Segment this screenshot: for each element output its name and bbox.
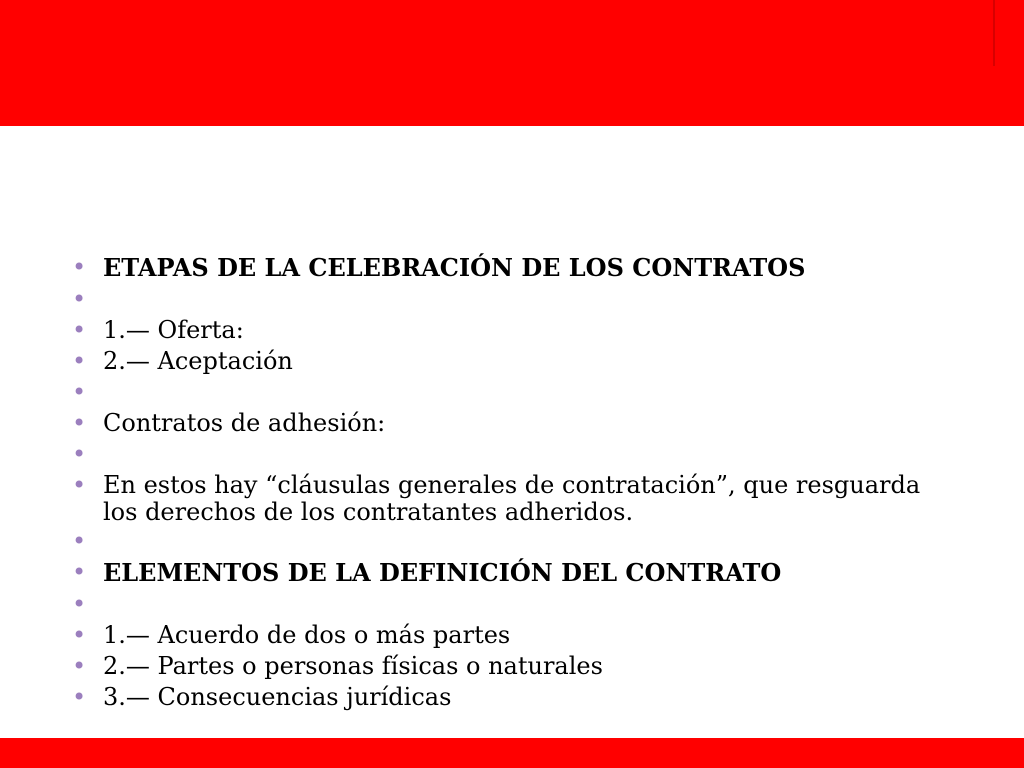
list-item-empty (72, 377, 952, 408)
list-item-contratos-adhesion (72, 408, 952, 439)
bullet-icon: • (72, 652, 87, 680)
list-item-empty (72, 439, 952, 470)
list-item-text: ETAPAS DE LA CELEBRACIÓN DE LOS CONTRATOS (103, 253, 806, 282)
list-item-empty (72, 526, 952, 557)
list-item-empty (72, 284, 952, 315)
bullet-list (72, 252, 952, 713)
list-item-aceptacion (72, 346, 952, 377)
list-item-oferta (72, 315, 952, 346)
list-item-text: En estos hay “cláusulas generales de contratación”, que resguarda los derechos de los contratantes adheridos. (103, 471, 921, 526)
list-item-text: 2.— Aceptación (103, 347, 293, 375)
list-item-text: 2.— Partes o personas físicas o naturales (103, 652, 603, 680)
list-item-consecuencias (72, 682, 952, 713)
footer-band (0, 738, 1024, 768)
header-divider-line (993, 0, 995, 66)
list-item-text: 1.— Acuerdo de dos o más partes (103, 621, 511, 649)
bullet-icon: • (72, 558, 87, 586)
list-item-partes (72, 651, 952, 682)
list-item-text: 3.— Consecuencias jurídicas (103, 683, 452, 711)
list-item-text: ELEMENTOS DE LA DEFINICIÓN DEL CONTRATO (103, 558, 782, 587)
bullet-icon: • (72, 471, 87, 499)
list-item-acuerdo (72, 620, 952, 651)
list-item-empty (72, 589, 952, 620)
bullet-icon: • (72, 347, 87, 375)
header-band (0, 0, 1024, 126)
list-item-text: 1.— Oferta: (103, 316, 244, 344)
list-item-heading-elementos (72, 557, 952, 589)
bullet-icon: • (72, 316, 87, 344)
bullet-icon: • (72, 621, 87, 649)
list-item-clausulas (72, 470, 952, 526)
bullet-icon: • (72, 527, 87, 555)
list-item-heading-etapas (72, 252, 952, 284)
bullet-icon: • (72, 409, 87, 437)
list-item-text: Contratos de adhesión: (103, 409, 386, 437)
bullet-icon: • (72, 683, 87, 711)
bullet-icon: • (72, 378, 87, 406)
bullet-icon: • (72, 285, 87, 313)
bullet-icon: • (72, 590, 87, 618)
bullet-icon: • (72, 440, 87, 468)
bullet-icon: • (72, 253, 87, 281)
